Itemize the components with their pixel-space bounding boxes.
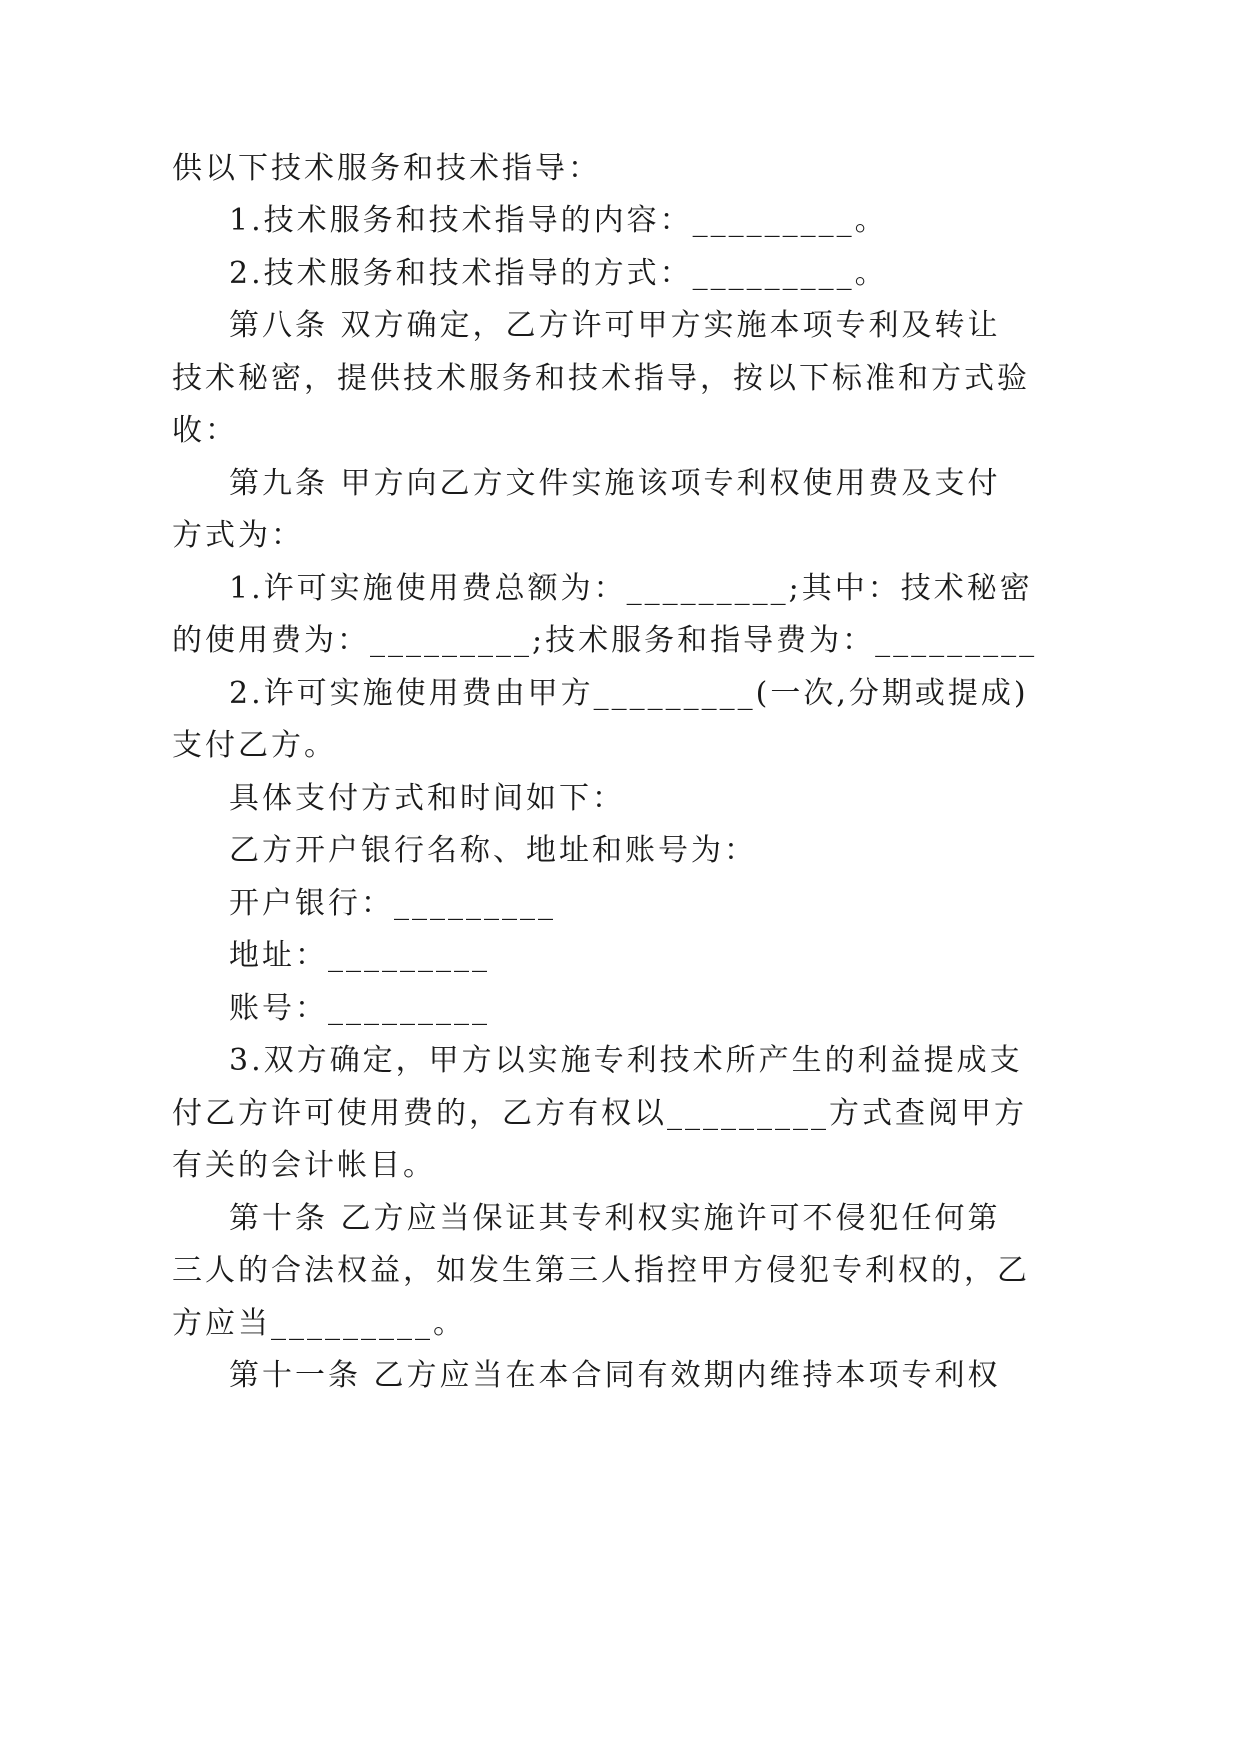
line-text: 具体支付方式和时间如下：	[229, 781, 625, 816]
line-text: 1.技术服务和技术指导的内容：_________。	[229, 203, 888, 238]
text-line	[0, 1295, 466, 1353]
line-text: 2.许可实施使用费由甲方_________(一次,分期或提成)	[229, 676, 1029, 711]
line-text: 支付乙方。	[172, 728, 337, 763]
line-text: 技术秘密，提供技术服务和技术指导，按以下标准和方式验	[172, 361, 1030, 396]
text-line	[0, 927, 490, 985]
text-line	[229, 1190, 1001, 1248]
text-line	[229, 560, 1033, 618]
line-text: 第八条 双方确定，乙方许可甲方实施本项专利及转让	[229, 308, 1001, 343]
text-line	[0, 770, 625, 828]
text-line	[0, 507, 304, 565]
line-text: 第十一条 乙方应当在本合同有效期内维持本项专利权	[229, 1358, 1001, 1393]
line-text: 有关的会计帐目。	[172, 1148, 436, 1183]
line-text: 收：	[172, 413, 238, 448]
text-line	[0, 245, 888, 303]
line-text: 1.许可实施使用费总额为：_________;其中：技术秘密	[229, 571, 1033, 606]
line-text: 的使用费为：_________;技术服务和指导费为：_________	[172, 623, 1038, 658]
text-line	[0, 612, 1037, 670]
text-line	[229, 1032, 1023, 1090]
line-text: 3.双方确定，甲方以实施专利技术所产生的利益提成支	[229, 1043, 1023, 1078]
line-text: 付乙方许可使用费的，乙方有权以_________方式查阅甲方	[172, 1096, 1027, 1131]
line-text: 三人的合法权益，如发生第三人指控甲方侵犯专利权的，乙	[172, 1253, 1030, 1288]
text-line	[0, 980, 490, 1038]
text-line	[229, 1347, 1001, 1405]
text-line	[229, 297, 1001, 355]
text-line	[172, 1085, 1027, 1143]
text-line	[0, 192, 888, 250]
text-line	[229, 665, 1029, 723]
line-text: 方式为：	[172, 518, 304, 553]
line-text: 第九条 甲方向乙方文件实施该项专利权使用费及支付	[229, 466, 1001, 501]
text-line	[229, 455, 1001, 513]
text-line	[0, 875, 556, 933]
text-line	[0, 140, 601, 198]
line-text: 方应当_________。	[172, 1306, 466, 1341]
line-text: 开户银行：_________	[229, 886, 556, 921]
line-text: 乙方开户银行名称、地址和账号为：	[229, 833, 757, 868]
text-line	[0, 717, 337, 775]
text-line	[172, 350, 1030, 408]
line-text: 账号：_________	[229, 991, 490, 1026]
line-text: 2.技术服务和技术指导的方式：_________。	[229, 256, 888, 291]
line-text: 地址：_________	[229, 938, 490, 973]
line-text: 第十条 乙方应当保证其专利权实施许可不侵犯任何第	[229, 1201, 1001, 1236]
text-line	[172, 1242, 1030, 1300]
line-text: 供以下技术服务和技术指导：	[172, 151, 601, 186]
text-line	[0, 822, 757, 880]
text-line	[0, 402, 238, 460]
text-line	[0, 1137, 436, 1195]
